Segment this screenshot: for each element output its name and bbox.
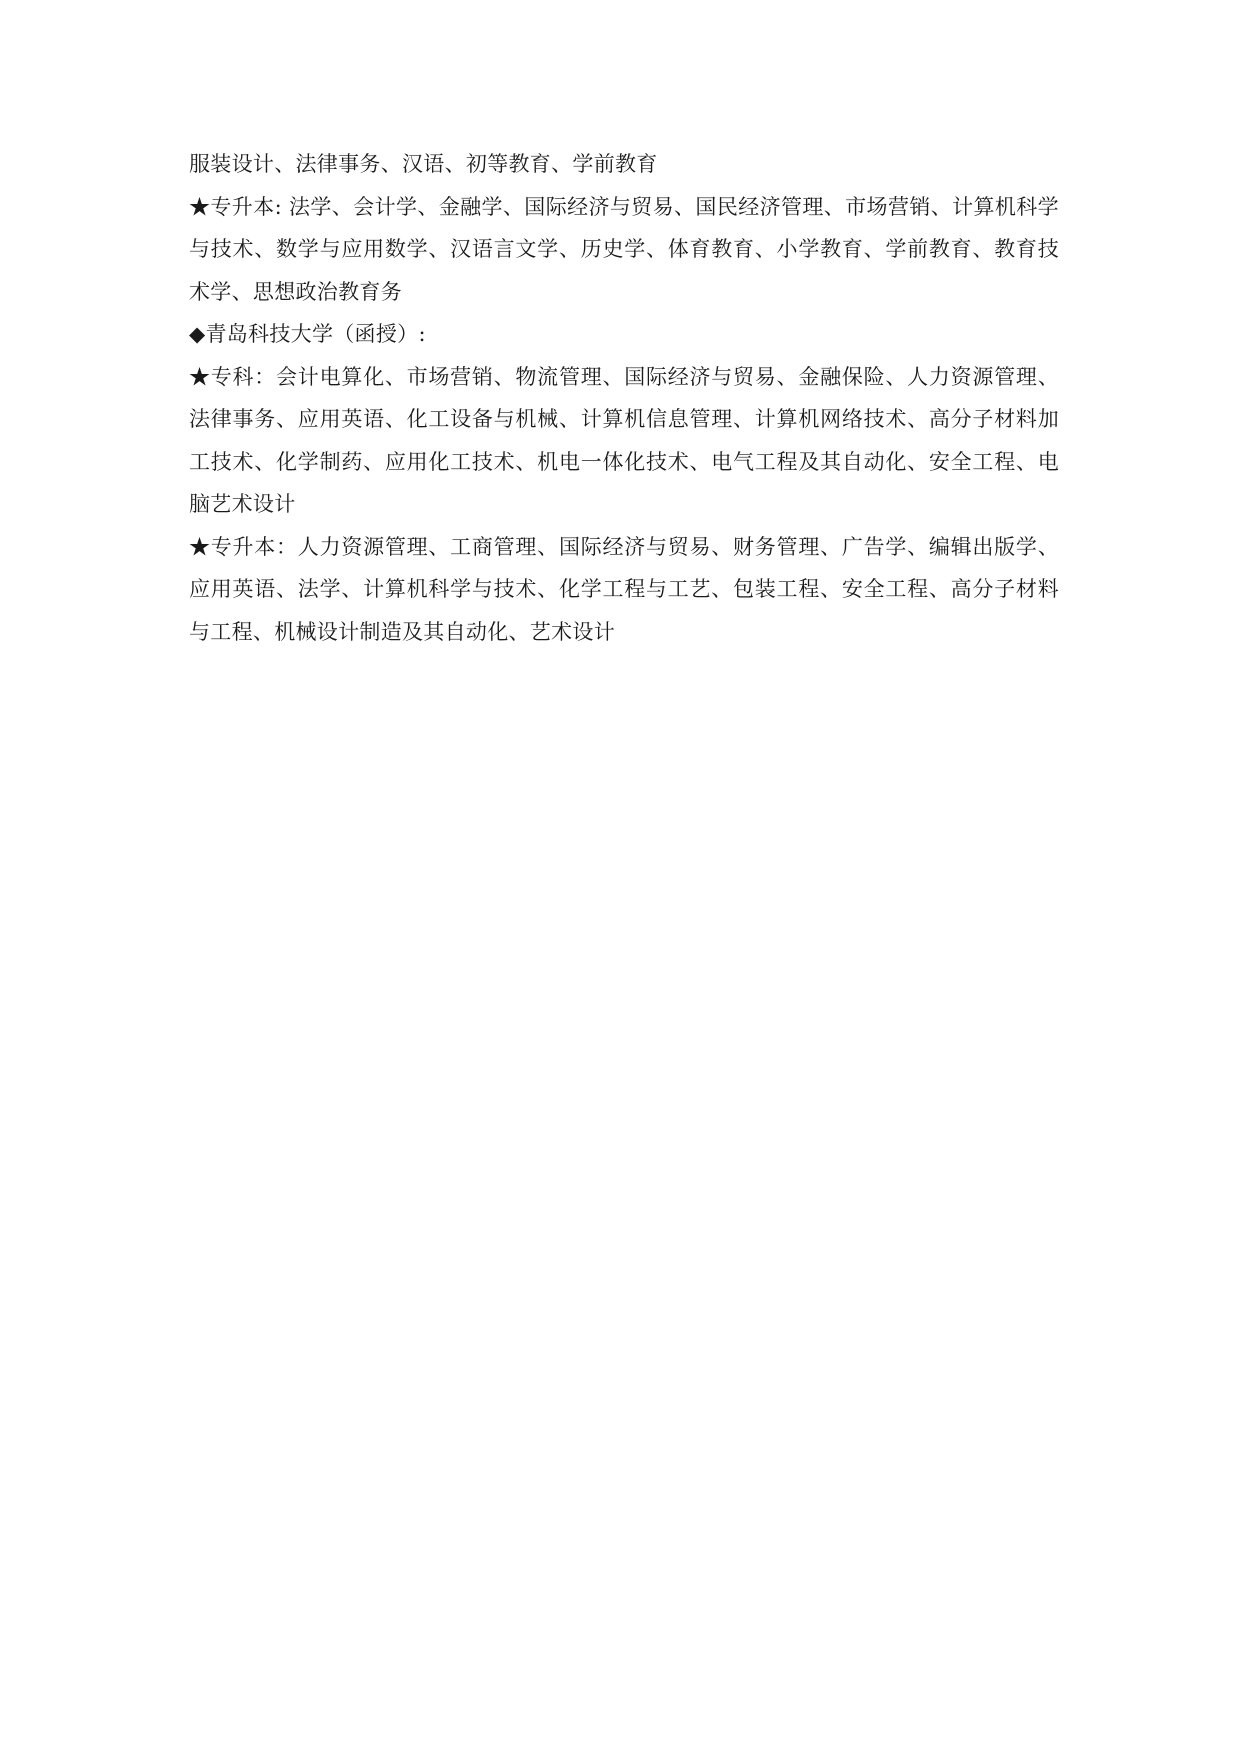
paragraph-specialist-majors: ★专科：会计电算化、市场营销、物流管理、国际经济与贸易、金融保险、人力资源管理、法律事务、应用英语、化工设备与机械、计算机信息管理、计算机网络技术、高分子材料加工技术、化学制药、应用化工技术、机电一体化技术、电气工程及其自动化、安全工程、电脑艺术设计 <box>189 364 1059 516</box>
paragraph-university-heading: ◆青岛科技大学（函授）: <box>189 322 426 346</box>
paragraph-upgrade-majors-2: ★专升本：人力资源管理、工商管理、国际经济与贸易、财务管理、广告学、编辑出版学、应用英语、法学、计算机科学与技术、化学工程与工艺、包装工程、安全工程、高分子材料与工程、机械设计制造及其自动化、艺术设计 <box>189 534 1059 644</box>
document-body <box>189 143 1059 653</box>
paragraph-upgrade-majors-1: ★专升本: 法学、会计学、金融学、国际经济与贸易、国民经济管理、市场营销、计算机科学与技术、数学与应用数学、汉语言文学、历史学、体育教育、小学教育、学前教育、教育技术学、思想政治教育务 <box>189 194 1059 304</box>
paragraph-majors-continued: 服装设计、法律事务、汉语、初等教育、学前教育 <box>189 152 658 176</box>
